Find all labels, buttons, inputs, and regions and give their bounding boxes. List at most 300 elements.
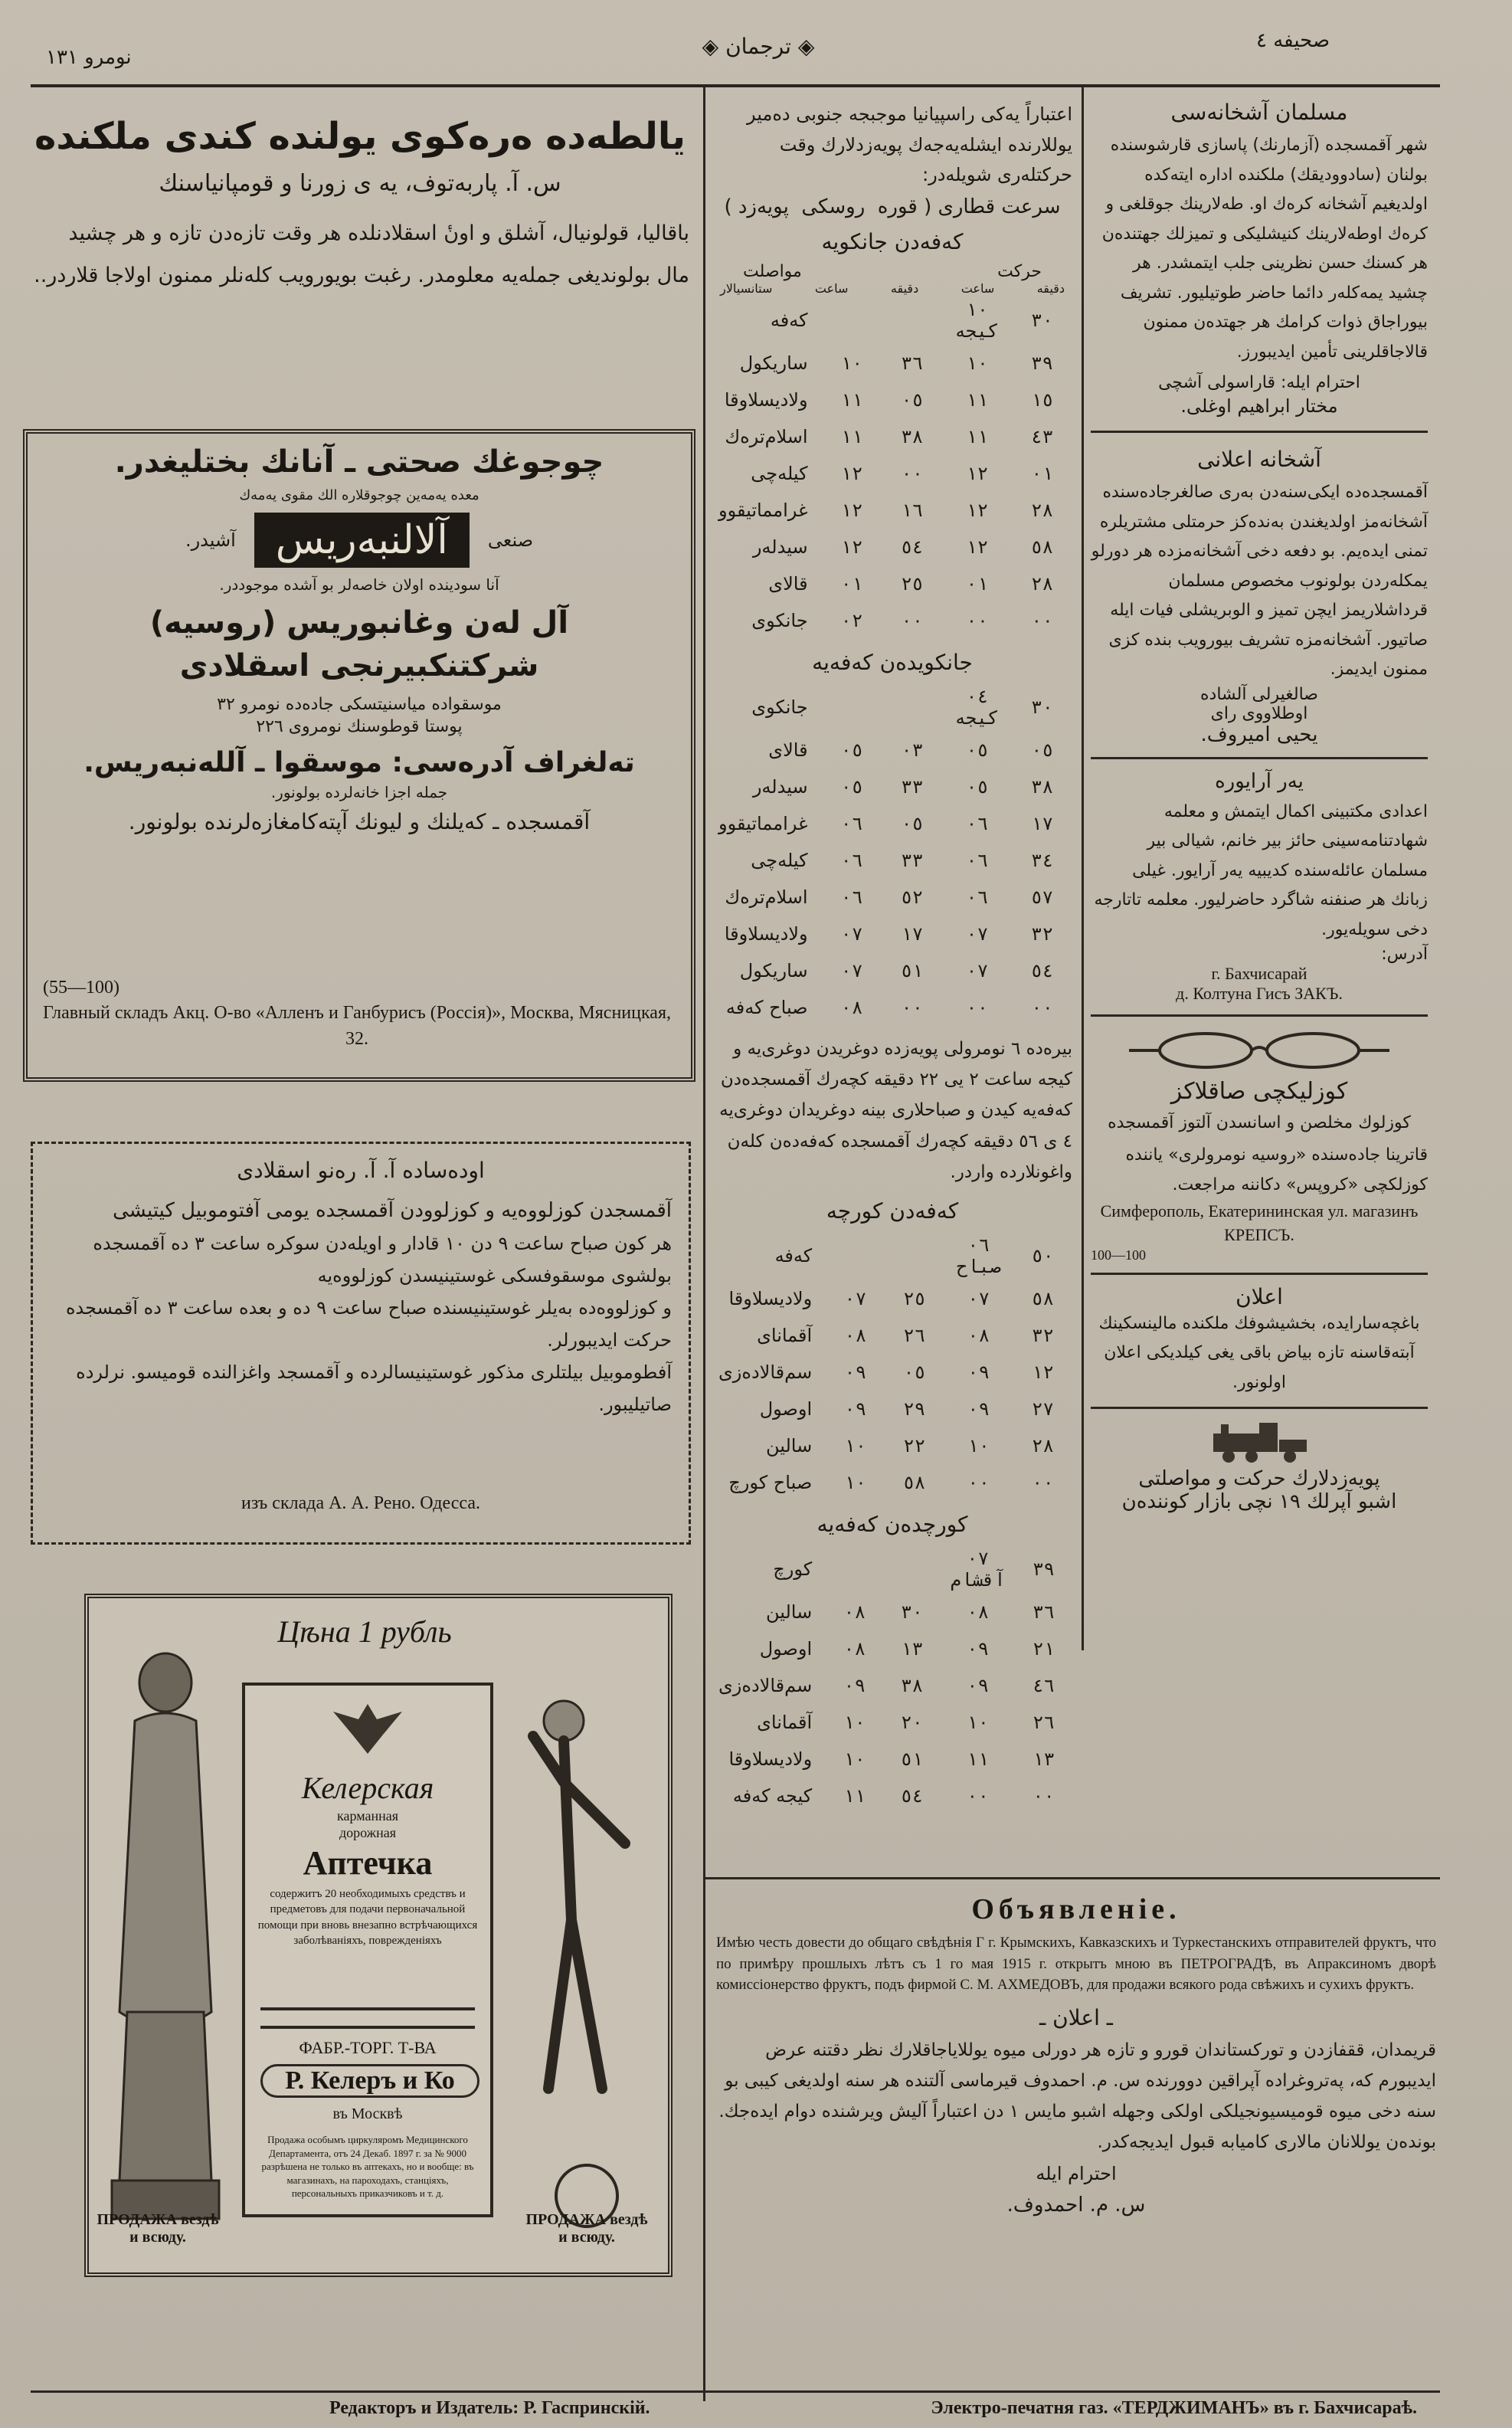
time-cell: ٠٣ <box>901 739 924 761</box>
footer-printer: Электро-печатня газ. «ТЕРДЖИМАНЪ» въ г. Бахчисараѣ. <box>931 2398 1417 2418</box>
reno-ad <box>31 1142 691 1545</box>
station-cell: كەفە <box>770 309 808 331</box>
time-cell: ٠٥ <box>901 388 924 411</box>
station-cell: كەفە <box>774 1245 813 1267</box>
time-cell: ١٦ <box>901 499 924 521</box>
table-row <box>712 296 1072 345</box>
ar-announcement-body: قریمدان، ققفازدن و توركستاندان قورو و تازە هر دورلی میوە یوللایاجاقلارك نظر دقتنە عرض ایدیبورم كە، پەتروغرادە آپراقین دوورندە س. م. احمدوف قیرماسی آلتندە هر سنە اولدیغی كیبی بو سنە دخی میوە قومیسیونجیلكی اولكی وجهلە اشبو مایس ١ دن اعتباراً آلیش ویرشندە دوام ایدەجك. بوندەن یوللانان مالاری كامیابە قبول ایدیجەكدر. <box>718 2040 1436 2153</box>
allen-ad-line2: آنا سودیندە اولان خاصەلر بو آشدە موجوددر. <box>219 575 499 594</box>
reno-line1: آقمسجدن كوزلووەیە و كوزلوودن آقمسجدە یومی آفتوموبیل كیتیشی <box>113 1199 672 1222</box>
table-row <box>712 879 1072 916</box>
station-cell: ساریكول <box>739 959 808 981</box>
time-cell: ١٧ <box>901 922 924 945</box>
station-cell: ولادیسلاوقا <box>724 388 808 411</box>
time-cell: ٠٩ <box>967 1675 990 1697</box>
time-cell: ٢٨ <box>1032 1435 1054 1457</box>
time-cell: ٠٦ صباح <box>956 1234 1001 1278</box>
page-number: صحیفه ٤ <box>1256 29 1330 52</box>
ru-announcement-title: Объявленіе. <box>971 1893 1181 1925</box>
time-cell: ٠٥ <box>966 739 989 761</box>
kitchen2-sign2: اوطلاووی رای <box>1210 703 1308 723</box>
time-cell: ٠١ <box>1031 462 1054 484</box>
time-cell: ١٠ <box>843 1712 866 1734</box>
kitchen-body: شهر آقمسجدە (آزمارنك) پاسازی قارشوسندە بولنان (سادوودیقك) ملكندە ادارە ایتەكدە اولدیغیم آشخانە كرەك او. طەلارینك جوقلغی و كرەك اوطەلارینك كنیشلیكی و تمیزلك جهتندەن هر كسنك حسن نظرینی جلب ایتمشدر. هر چشید یمەكلەر دائما حاضر طوتیلیور. تشریف بیوراجاق ذوات كرامك هر جهتدەن ممنون قالاجاقلرینی تأمین ایدیبورز. <box>1101 136 1428 362</box>
time-cell <box>882 683 942 732</box>
station-cell: سالین <box>765 1435 813 1457</box>
pharmacy-box <box>242 1683 493 2217</box>
wanted-title: یەر آرایورە <box>1215 769 1304 793</box>
column-divider-left <box>703 87 705 2401</box>
time-cell: ٠٨ <box>843 1638 866 1660</box>
time-cell: ٢٦ <box>1033 1712 1055 1734</box>
time-cell: ٠٧ <box>967 1288 990 1310</box>
wanted-addr2: д. Колтуна Гисъ ЗАКЪ. <box>1176 984 1343 1003</box>
station-cell: كورچ <box>773 1558 813 1581</box>
pharmacy-name: Келерская <box>301 1771 434 1805</box>
time-cell <box>885 1231 944 1280</box>
pharmacy-desc: содержитъ 20 необходимыхъ средствъ и предметовъ для подачи первоначальной помощи при вновь внезапно встрѣчающихся заболѣваніяхъ, поврежденіяхъ <box>257 1888 478 1947</box>
reno-line4: آفطوموبیل بیلتلری مذكور غوستینیسالردە و آقمسجد واغزالندە قومیسو. نرلردە صاتیلیبور. <box>76 1361 672 1416</box>
glasses-ru: Симферополь, Екатерининская ул. магазинъ КРЕПСЪ. <box>1100 1201 1419 1244</box>
time-cell: ٠٩ <box>843 1675 866 1697</box>
time-cell: ٠٧ <box>840 959 863 981</box>
time-cell: ٠٩ <box>967 1398 990 1420</box>
time-cell: ٣٠ <box>1031 696 1054 718</box>
table-row <box>712 805 1072 842</box>
masthead: ◈ ترجمان ◈ <box>702 34 815 59</box>
station-cell: اسلام‌ترەك <box>725 886 808 908</box>
glasses-line1: كوزلوك مخلصن و اسانسدن آلتوز آقمسجدە <box>1108 1113 1411 1132</box>
table-row <box>712 1354 1072 1391</box>
time-cell: ١٠ <box>844 1435 867 1457</box>
station-cell: ولادیسلاوقا <box>728 1748 813 1771</box>
divider <box>1091 1407 1428 1409</box>
footer-rule <box>31 2390 1440 2393</box>
table-row <box>712 455 1072 492</box>
table-row <box>712 842 1072 879</box>
time-cell: ٠٠ <box>967 1785 990 1807</box>
time-cell: ١٥ <box>1031 388 1054 411</box>
time-cell: ١٠ كیجە <box>955 298 999 342</box>
store-ad-title: یالطەدە ەرەكوی یولندە كندی ملكندە <box>34 115 686 158</box>
time-cell: ٣٠ <box>1031 309 1054 331</box>
statue-figure-icon <box>104 1644 227 2226</box>
allen-addr1: موسقوادە میاسنیتسكی جادەدە نومرو ٣٢ <box>217 695 502 714</box>
glasses-title: كوزلیكچی صاقلاكز <box>1170 1078 1348 1105</box>
eagle-emblem-icon <box>329 1696 406 1758</box>
ornament-right-icon: ◈ <box>702 34 719 59</box>
time-cell: ٠٦ <box>966 886 989 908</box>
pharmacy-maker2: Р. Келеръ и Ко <box>260 2064 479 2098</box>
kitchen-sign1: احترام ایلە: قاراسولی آشچی <box>1158 373 1360 392</box>
bottom-section-rule <box>705 1877 1440 1879</box>
table-jankoy-kefe <box>712 683 1072 1026</box>
table-row <box>712 1317 1072 1354</box>
station-cell: سیدلەر <box>752 536 808 558</box>
time-cell: ٢٩ <box>903 1398 926 1420</box>
glasses-line2: قاترینا جادەسندە «روسیە نومرولری» یاننده كوزلكچی «كروپس» دكاننە مراجعت. <box>1125 1145 1428 1194</box>
time-cell: ٠٧ <box>966 959 989 981</box>
table-row <box>712 916 1072 952</box>
section-jankoy-kefe: جانكویدەن كەفەیە <box>812 649 973 675</box>
store-ad <box>31 115 689 297</box>
time-cell: ٠٨ <box>840 996 863 1018</box>
table-row <box>712 1594 1072 1630</box>
allen-sold: جملە اجزا خانەلردە بولونور. <box>270 783 448 801</box>
time-cell: ٣٢ <box>1031 922 1054 945</box>
station-cell: آقمانای <box>757 1325 813 1347</box>
time-cell: ٠٦ <box>966 849 989 871</box>
column-subheaders: دقیقە ساعت دقیقە ساعت ستانسیالار <box>720 280 1065 296</box>
reno-ru: изъ склада А. А. Рено. Одесса. <box>241 1493 481 1513</box>
station-cell: اسلام‌ترەك <box>725 425 808 447</box>
time-cell <box>826 1231 885 1280</box>
kitchen2-sign1: صالغیرلی آلشادە <box>1200 684 1318 704</box>
time-cell: ١٠ <box>966 352 989 374</box>
table-row <box>712 1231 1072 1280</box>
ar-announcement-sign2: س. م. احمدوف. <box>1006 2193 1146 2217</box>
time-cell: ٠٠ <box>901 609 924 631</box>
time-cell: ١٧ <box>1031 812 1054 834</box>
table-row <box>712 1667 1072 1704</box>
pharmacy-main: Аптечка <box>303 1844 433 1882</box>
allen-sold2: آقمسجدە ـ كەیلنك و لیونك آپتەكامغازەلرندە بولونور. <box>128 809 591 834</box>
time-cell: ٠٠ <box>1032 1472 1054 1494</box>
allen-code: (55—100) <box>43 978 119 998</box>
section-kefe-jankoy: كەفەدن جانكویە <box>821 228 964 254</box>
station-cell: غرامماتیقوو <box>718 812 808 834</box>
time-cell: ٠٨ <box>844 1325 867 1347</box>
issue-number: نومرو ١٣١ <box>46 46 132 69</box>
time-cell: ١٠ <box>843 1748 866 1771</box>
time-cell: ١١ <box>966 388 989 411</box>
ar-announcement-title: ـ اعلان ـ <box>1039 2004 1113 2030</box>
time-cell: ١٢ <box>840 462 863 484</box>
time-cell: ٠٥ <box>1031 739 1054 761</box>
time-cell <box>882 296 942 345</box>
pharmacy-sub1: карманная <box>337 1808 398 1823</box>
table-row <box>712 1704 1072 1741</box>
table-row <box>712 565 1072 602</box>
divider <box>1091 757 1428 759</box>
time-cell: ٣٣ <box>901 849 924 871</box>
divider <box>1091 1273 1428 1275</box>
pharmacy-note: Продажа особымъ циркуляромъ Медицинского Департамента, отъ 24 Декаб. 1897 г. за № 9000 разрѣшена не только въ аптекахъ, но и вообще: въ магазинахъ, на пароходахъ, станціяхъ, персональныхъ приказчиковъ и т. д. <box>261 2134 474 2200</box>
time-cell: ٠٠ <box>966 609 989 631</box>
time-cell <box>822 296 882 345</box>
pharmacy-price: Цѣна 1 рубль <box>277 1614 452 1649</box>
time-cell: ٥٢ <box>901 886 924 908</box>
station-cell: كیجە كەفە <box>732 1785 813 1807</box>
station-cell: ولادیسلاوقا <box>724 922 808 945</box>
time-cell: ٣٣ <box>901 775 924 798</box>
time-cell: ٣٨ <box>901 1675 924 1697</box>
section-kerch-kefe: كورچدەن كەفەیە <box>817 1512 968 1538</box>
time-cell: ٠١ <box>966 572 989 595</box>
kitchen-title: مسلمان آشخانەسی <box>1170 100 1348 125</box>
time-cell: ٠٧ <box>840 922 863 945</box>
time-cell: ١٠ <box>967 1712 990 1734</box>
allen-company: آل لەن وغانبوریس (روسیە) شركتنكبیرنجی اسقلادی <box>149 605 569 683</box>
time-cell: ٠٧ <box>966 922 989 945</box>
station-cell: ولادیسلاوقا <box>728 1288 813 1310</box>
time-cell: ٤٣ <box>1031 425 1054 447</box>
table-row <box>712 1280 1072 1317</box>
time-cell: ٠٦ <box>966 812 989 834</box>
footer-editor: Редакторъ и Издатель: Р. Гаспринскій. <box>329 2398 650 2418</box>
time-cell: ٤٦ <box>1033 1675 1055 1697</box>
time-cell: ٢٨ <box>1031 572 1054 595</box>
right-column <box>1091 100 1428 1513</box>
kitchen2-title: آشخانە اعلانی <box>1197 447 1321 472</box>
ilan-title: اعلان <box>1235 1283 1283 1309</box>
time-cell: ٣٠ <box>901 1601 924 1624</box>
time-cell: ٢١ <box>1033 1638 1055 1660</box>
station-cell: كیلەچی <box>751 849 808 871</box>
time-cell: ٣٩ <box>1033 1558 1055 1581</box>
wanted-addr-label: آدرس: <box>1381 945 1428 964</box>
time-cell: ٠٩ <box>844 1398 867 1420</box>
time-cell: ٥٨ <box>1032 1288 1054 1310</box>
time-cell: ١١ <box>840 388 863 411</box>
table-kerch-kefe <box>712 1545 1072 1814</box>
time-cell: ٠٠ <box>966 996 989 1018</box>
time-cell: ٥٨ <box>1031 536 1054 558</box>
reno-title: اودەساده آ. آ. رەنو اسقلادی <box>237 1158 485 1183</box>
table-row <box>712 418 1072 455</box>
time-cell: ٣٢ <box>1032 1325 1054 1347</box>
time-cell: ٥٤ <box>901 536 924 558</box>
time-cell: ١٢ <box>966 499 989 521</box>
time-cell <box>822 683 882 732</box>
time-cell: ٥٧ <box>1031 886 1054 908</box>
station-cell: سم‌قالادەزی <box>718 1675 813 1697</box>
station-cell: سیدلەر <box>752 775 808 798</box>
table-row <box>712 952 1072 989</box>
time-cell: ٢٧ <box>1032 1398 1054 1420</box>
time-cell: ٥٨ <box>903 1472 926 1494</box>
time-cell: ٠٥ <box>966 775 989 798</box>
pharmacy-maker1: ФАБР.-ТОРГ. Т-ВА <box>299 2038 437 2057</box>
table-row <box>712 683 1072 732</box>
table-row <box>712 1741 1072 1778</box>
table-row <box>712 1630 1072 1667</box>
pharmacy-sale-right: ПРОДАЖА вездѣ и всюду. <box>525 2211 648 2246</box>
station-cell: سم‌قالادەزی <box>718 1361 813 1384</box>
header-rule <box>31 84 1440 87</box>
station-cell: آقمانای <box>757 1712 813 1734</box>
greek-key-border <box>260 2007 475 2029</box>
table-row <box>712 732 1072 768</box>
kitchen-sign2: مختار ابراهیم اوغلی. <box>1180 395 1338 417</box>
time-cell: ٠٦ <box>840 812 863 834</box>
kitchen2-body: آقمسجدەدە ایكی‌سنەدن بەری صالغرجادەسندە آشخانەمز اولدیغندن بەندەكز حرمتلی مشتریلرە تمنی ایدەیم. بو دفعە دخی آشخانەمزدە هر دورلو یمكلەردن بولونوب مخصوص مسلمان قرداشلاریمز ایچن تمیز و الوبریشلی فیات ایلە صاتیور. آشخانەمزە تشریف بیورویب بنده كزی ممنون ایدیمز. <box>1091 483 1428 679</box>
allen-ad-title: چوجوغك صحتی ـ آنانك بختلیغدر. <box>114 444 604 480</box>
wanted-body: اعدادی مكتبینی اكمال ایتمش و معلمە شهادتنامەسینی حائز بیر خانم، شیالی بیر مسلمان عائلەسندە كدیبیە یەر آرایور. غیلی زبانك هر صنفنە شاگرد حاضرلیور. معلمە تاتارجە دخی سویلەیور. <box>1094 801 1428 939</box>
kitchen2-sign3: یحیی امیروف. <box>1200 723 1318 746</box>
table-row <box>712 1545 1072 1594</box>
table-row <box>712 989 1072 1026</box>
table-row <box>712 492 1072 529</box>
time-cell: ٠٨ <box>967 1325 990 1347</box>
time-cell: ٠٩ <box>967 1361 990 1384</box>
time-cell: ١٠ <box>844 1472 867 1494</box>
table-row <box>712 1464 1072 1501</box>
time-cell: ٢٦ <box>903 1325 926 1347</box>
time-cell: ٢٢ <box>903 1435 926 1457</box>
table-kefe-kerch <box>712 1231 1072 1501</box>
time-cell: ١١ <box>966 425 989 447</box>
allen-ad <box>23 429 695 1082</box>
table-row <box>712 529 1072 565</box>
column-divider-right <box>1082 87 1084 1650</box>
time-cell: ٥١ <box>901 959 924 981</box>
time-cell: ٥٠ <box>1032 1245 1054 1267</box>
time-cell: ٠١ <box>840 572 863 595</box>
locomotive-icon <box>1206 1418 1313 1464</box>
time-cell: ٢٨ <box>1031 499 1054 521</box>
station-cell: اوصول <box>759 1638 813 1660</box>
ornament-left-icon: ◈ <box>797 34 815 59</box>
time-cell: ١٢ <box>1032 1361 1054 1384</box>
station-cell: جانكوی <box>751 609 808 631</box>
time-cell: ٠٠ <box>901 996 924 1018</box>
time-cell: ٣٦ <box>1033 1601 1055 1624</box>
store-ad-body: باقالیا، قولونیال، آشلق و اونٔ اسقلادنلدە هر وقت تازەدن تازە و هر چشید مال بولوندیغی جملەیە معلومدر. رغبت بویورویب كلەنلر ممنون اولاجا قلاردر.. <box>34 221 689 288</box>
table-row <box>712 345 1072 382</box>
time-cell: ٠٥ <box>840 739 863 761</box>
time-cell: ٢٥ <box>901 572 924 595</box>
time-cell: ٠٠ <box>1033 1785 1055 1807</box>
pharmacy-maker3: въ Москвѣ <box>332 2105 403 2122</box>
station-cell: جانكوی <box>751 696 808 718</box>
time-cell: ٠٢ <box>840 609 863 631</box>
train-schedule <box>712 100 1072 1814</box>
train-intro: اعتباراً یەكی راسپیانیا موجبجە جنوبی دەمیر یوللارندە ایشلەیەجەك پویەزدلارك وقت حركتلەری شویلەدر: <box>746 103 1072 186</box>
time-cell <box>826 1545 883 1594</box>
reno-line3: و كوزلووەدە بەیلر غوستینیسندە صباح ساعت ٩ دە و بعدە ساعت ٣ دە آقمسجدە حركت ایدیبورلر. <box>65 1297 672 1352</box>
time-cell: ٠٠ <box>967 1472 990 1494</box>
station-cell: صباح كورچ <box>728 1472 813 1494</box>
time-cell: ١٢ <box>966 462 989 484</box>
station-cell: كیلەچی <box>751 462 808 484</box>
glasses-code: 100—100 <box>1091 1247 1146 1263</box>
announcement <box>716 1892 1436 2217</box>
station-cell: قالای <box>768 739 808 761</box>
allen-addr2: پوستا قوطوسنك نومروی ٢٢٦ <box>256 717 463 736</box>
mercury-figure-icon <box>518 1690 648 2242</box>
allen-ad-line1: معدە یەمەین چوجوقلارە الك مقوی یەمەك <box>239 487 479 503</box>
ar-announcement-sign1: احترام ایلە <box>1036 2162 1117 2184</box>
time-cell: ٠٦ <box>840 886 863 908</box>
table-row <box>712 602 1072 639</box>
time-cell: ١١ <box>967 1748 990 1771</box>
time-cell: ٠٦ <box>840 849 863 871</box>
time-cell: ٣٤ <box>1031 849 1054 871</box>
column-headers: حركت مواصلت <box>743 261 1042 281</box>
section-kefe-kerch: كەفەدن كورچە <box>826 1198 959 1224</box>
time-cell: ١٠ <box>967 1435 990 1457</box>
time-cell: ٠٨ <box>843 1601 866 1624</box>
table-row <box>712 382 1072 418</box>
train-type: سرعت قطاری ( قورە ‌ روسكی ‌ پویەزد ) <box>724 195 1061 218</box>
time-cell: ٠٠ <box>901 462 924 484</box>
time-cell: ١٢ <box>966 536 989 558</box>
store-ad-subtitle: س. آ. پاربەتوف، یە ی زورنا و قومپانیاسنك <box>159 170 561 197</box>
time-cell: ٠٥ <box>903 1361 926 1384</box>
time-cell: ٠٧ <box>844 1288 867 1310</box>
trains-notice-line2: اشبو آپرلك ١٩ نچی بازار كونندەن <box>1121 1490 1397 1514</box>
train-note: بیرەدە ٦ نومرولی پویەزدە دوغریدن دوغری‌یە و كیجە ساعت ٢ یی ٢٢ دقیقە كچەرك آقمسجدەدن كەفەیە كیدن و صباحلاری بینە دوغریدان دوغری‌یە ٤ ی ٥٦ دقیقە كچەرك آقمسجدە كەفەدەن كلەن واغونلاردە واردر. <box>719 1038 1072 1182</box>
time-cell: ٠٨ <box>967 1601 990 1624</box>
time-cell: ١٣ <box>1033 1748 1055 1771</box>
time-cell: ٥٤ <box>901 1785 924 1807</box>
time-cell: ٠٩ <box>967 1638 990 1660</box>
station-cell: سالین <box>765 1601 813 1624</box>
table-kefe-jankoy <box>712 296 1072 639</box>
time-cell: ٠٧ آقشام <box>950 1548 1006 1591</box>
table-row <box>712 1427 1072 1464</box>
time-cell: ١٠ <box>840 352 863 374</box>
divider <box>1091 1014 1428 1017</box>
eyeglasses-icon <box>1121 1027 1397 1073</box>
reno-line2: هر كون صباح ساعت ٩ دن ١٠ قادار و اویلەدن سوكرە ساعت ٣ دە آقمسجدە بولشوی موسقوفسكی غوستینیسدن كوزلووەیە <box>93 1233 672 1287</box>
time-cell: ٠٠ <box>1031 609 1054 631</box>
station-cell: صباح كەفە <box>725 996 808 1018</box>
allen-telegraph: تەلغراف آدرەسی: موسقوا ـ آللەنبەریس. <box>83 747 635 778</box>
time-cell: ٠٩ <box>844 1361 867 1384</box>
station-cell: اوصول <box>759 1398 813 1420</box>
time-cell: ٠٤ كیجە <box>955 685 999 729</box>
pharmacy-sub2: дорожная <box>339 1825 397 1840</box>
time-cell: ٢٠ <box>901 1712 924 1734</box>
time-cell: ٣٦ <box>901 352 924 374</box>
time-cell: ٣٩ <box>1031 352 1054 374</box>
time-cell: ٠٥ <box>901 812 924 834</box>
wanted-addr1: г. Бахчисарай <box>1211 964 1307 983</box>
allen-brand-left: آشیدر. <box>185 529 236 551</box>
time-cell: ١٢ <box>840 536 863 558</box>
pharmacy-ad <box>84 1594 673 2277</box>
table-row <box>712 1391 1072 1427</box>
station-cell: غرامماتیقوو <box>718 499 808 521</box>
time-cell: ١١ <box>840 425 863 447</box>
time-cell: ٣٨ <box>1031 775 1054 798</box>
time-cell: ٥٤ <box>1031 959 1054 981</box>
time-cell: ١٣ <box>901 1638 924 1660</box>
allen-brand-logo: آلالنبەریس <box>254 513 470 568</box>
time-cell: ٠٠ <box>1031 996 1054 1018</box>
divider <box>1091 431 1428 433</box>
time-cell: ٣٨ <box>901 425 924 447</box>
time-cell: ١١ <box>843 1785 866 1807</box>
time-cell: ٥١ <box>901 1748 924 1771</box>
allen-brand-row <box>43 513 676 568</box>
time-cell: ٢٥ <box>903 1288 926 1310</box>
allen-ru: Главный складъ Акц. О-во «Алленъ и Ганбурисъ (Россія)», Москва, Мясницкая, 32. <box>43 1003 671 1049</box>
table-row <box>712 768 1072 805</box>
table-row <box>712 1778 1072 1814</box>
pharmacy-sale-left: ПРОДАЖА вездѣ и всюду. <box>97 2211 219 2246</box>
time-cell <box>883 1545 941 1594</box>
station-cell: قالای <box>768 572 808 595</box>
time-cell: ٠٥ <box>840 775 863 798</box>
time-cell: ١٢ <box>840 499 863 521</box>
allen-brand-right: صنعی <box>487 529 534 551</box>
station-cell: ساریكول <box>739 352 808 374</box>
ru-announcement-body: Имѣю честь довести до общаго свѣдѣнія Г г. Крымскихъ, Кавказскихъ и Туркестанскихъ отправителей фруктъ, что по примѣру прошлыхъ лѣтъ съ 1 го мая 1915 г. открытъ мною въ ПЕТРОГРАДѢ, въ Апраксиномъ дворѣ комиссіонерство фруктъ, подъ фирмой С. М. АХМЕДОВЪ, для продажи всякого рода свѣжихъ и сухихъ фруктъ. <box>716 1935 1436 1994</box>
trains-notice-line1: پویەزدلارك حركت و مواصلتی <box>1138 1467 1380 1491</box>
